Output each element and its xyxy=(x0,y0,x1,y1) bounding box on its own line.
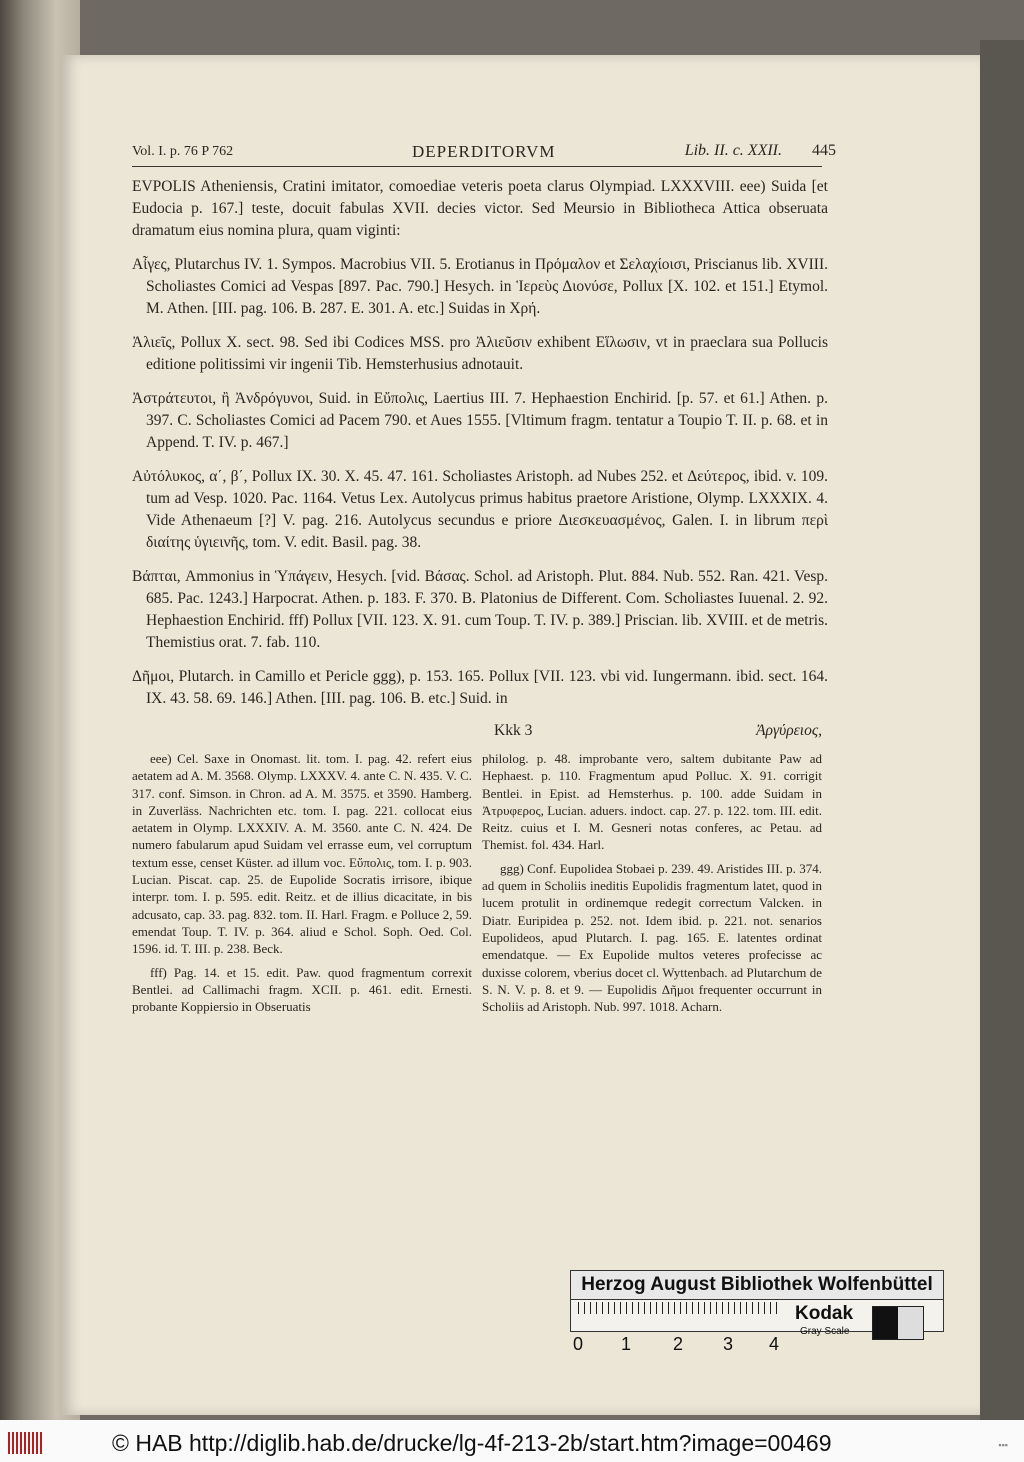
paragraph-intro: EVPOLIS Atheniensis, Cratini imitator, comoediae veteris poeta clarus Olympiad. LXXXVIII. eee) Suida [et Eudocia p. 167.] teste, docuit fabulas XVII. decies victor. Sed Meursio in Bibliotheca Attica obseruata dramatum eius nomina plura, quam viginti: xyxy=(132,178,828,239)
footnote-ggg: ggg) Conf. Eupolidea Stobaei p. 239. 49. Aristides III. p. 374. ad quem in Scholiis ineditis Eupolidis fragmentum latet, quod in lucem protulit in ordinemque redegit correctum Valcken. in Diatr. Euripidea p. 252. not. Idem ibid. p. 221. not. senarios Eupolideos, apud Plutarch. I. pag. 165. E. latentes ordinat emendatque. — Ex Eupolide multos veteres profecisse ac duxisse colorem, vberius docet cl. Wyttenbach. ad Plutarchum de S. N. V. p. 8. et 9. — Eupolidis Δῆμοι frequenter occurrunt in Scholiis ad Aristoph. Nub. 997. 1018. Acharn. xyxy=(482,860,822,1015)
ruler-digit: 1 xyxy=(621,1334,632,1354)
entry-aiges: Αἶγες, Plutarchus IV. 1. Sympos. Macrobius VII. 5. Erotianus in Πρόμαλον et Σελαχίοισι, Priscianus lib. XVIII. Scholiastes Comici ad Vespas [897. Pac. 790.] Hesych. in Ἱερεὺς Διονύσε, Pollux [X. 102. et 151.] Etymol. M. Athen. [III. pag. 106. B. 287. E. 301. A. etc.] Suidas in Χρή. xyxy=(132,256,828,317)
footnote-eee: eee) Cel. Saxe in Onomast. lit. tom. I. pag. 42. refert eius aetatem ad A. M. 3568. Olymp. LXXXV. 4. ante C. N. 435. V. C. 317. conf. Simson. in Chron. ad A. M. 3575. et 3590. Hamberg. in Zuverläss. Nachrichten etc. tom. I. pag. 221. collocat eius aetatem in Olymp. LXXXIV. A. M. 3560. ante C. N. 424. De numero fabularum apud Suidam vel errasse eum, vel corruptum textum esse, censet Küster. ad illum voc. Εὔπολις, tom. I. p. 903. Lucian. Piscat. cap. 25. de Eupolide Socratis irrisore, ibique interpr. tom. I. p. 595. edit. Reitz. et de illius dicacitate, in bis adcusato, cap. 33. pag. 832. tom. II. Harl. Fragm. e Polluce 2, 59. emendat Toup. T. IV. p. 364. aliud e Schol. Soph. Oed. Col. 1596. id. T. III. p. 238. Beck. xyxy=(132,751,472,957)
entry-demoi: Δῆμοι, Plutarch. in Camillo et Pericle ggg), p. 153. 165. Pollux [VII. 123. vbi vid. Iungermann. ibid. sect. 164. IX. 43. 58. 69. 146.] Athen. [III. pag. 106. B. etc.] Suid. in xyxy=(132,668,828,707)
ruler-digit: 2 xyxy=(673,1334,684,1354)
ruler-digit: 3 xyxy=(723,1334,734,1354)
page-number: 445 xyxy=(812,142,836,159)
gray-scale-label: Gray Scale xyxy=(800,1326,850,1337)
main-text xyxy=(132,176,828,722)
signature-mark: Kkk 3 xyxy=(494,722,533,739)
background-right xyxy=(980,40,1024,1420)
ruler-digit: 0 xyxy=(573,1334,584,1354)
entry-autolykos: Αὐτόλυκος, α΄, β΄, Pollux IX. 30. X. 45. 47. 161. Scholiastes Aristoph. ad Nubes 252. et Δεύτερος, ibid. v. 109. tum ad Vesp. 1020. Pac. 1164. Vetus Lex. Autolycus primus habitus praetore Aristione, Olymp. LXXXIX. 4. Vide Athenaeum [?] V. pag. 216. Autolycus secundus e priore Διεσκευασμένος, Galen. I. in librum περὶ διαίτης ὑγιεινῆς, tom. V. edit. Basil. pag. 38. xyxy=(132,468,828,551)
catchword: Ἀργύρειος, xyxy=(756,722,822,739)
volume-reference: Vol. I. p. 76 P 762 xyxy=(132,144,234,159)
gray-swatch xyxy=(872,1306,924,1340)
copyright-link[interactable]: © HAB http://diglib.hab.de/drucke/lg-4f-213-2b/start.htm?image=00469 xyxy=(112,1430,832,1456)
footnotes-right-column xyxy=(482,750,822,1021)
ruler-digit: 4 xyxy=(769,1334,780,1354)
footnote-fff: fff) Pag. 14. et 15. edit. Paw. quod fragmentum correxit Bentlei. ad Callimachi fragm. XCII. p. 461. edit. Ernesti. probante Koppiersio in Obseruatis xyxy=(132,964,472,1015)
header-rule xyxy=(132,166,822,167)
header-title: DEPERDITORVM xyxy=(412,142,556,161)
book-chapter: Lib. II. c. XXII. xyxy=(684,142,782,159)
catch-line xyxy=(132,722,822,744)
kodak-logo: Kodak xyxy=(795,1303,854,1324)
footnotes-left-column xyxy=(132,750,472,1021)
entry-astrateutoi: Ἀστράτευτοι, ἢ Ἀνδρόγυνοι, Suid. in Εὔπολις, Laertius III. 7. Hephaestion Enchirid. [p. 57. et 61.] Athen. p. 397. C. Scholiastes Comici ad Pacem 790. et Aues 1555. [Vltimum fragm. tentatur a Toupio T. II. p. 68. et in Append. T. IV. p. 467.] xyxy=(132,390,828,451)
barcode-icon xyxy=(8,1432,42,1454)
entry-halieis: Ἀλιεῖς, Pollux X. sect. 98. Sed ibi Codices MSS. pro Ἀλιεῦσιν exhibent Εἵλωσιν, vt in praeclara sua Pollucis editione politissimi vir ingenii Tib. Hemsterhusius adnotauit. xyxy=(132,334,828,373)
library-name: Herzog August Bibliothek Wolfenbüttel xyxy=(571,1271,943,1300)
dots-icon: ▪▪▪ xyxy=(998,1440,1008,1450)
entry-baptai: Βάπται, Ammonius in Ὑπάγειν, Hesych. [vid. Βάσας. Schol. ad Aristoph. Plut. 884. Nub. 552. Ran. 421. Vesp. 685. Pac. 1243.] Harpocrat. Athen. p. 183. F. 370. B. Platonius de Different. Com. Scholiastes Iuuenal. 2. 92. Hephaestion Enchirid. fff) Pollux [VII. 123. X. 91. cum Toup. T. IV. p. 389.] Priscian. lib. XVIII. et de metris. Themistius orat. 7. fab. 110. xyxy=(132,568,828,651)
footnote-fff-continued: philolog. p. 48. improbante vero, saltem dubitante Paw ad Hephaest. p. 110. Fragmentum apud Polluc. X. 91. corrigit Bentlei. in Epist. ad Hemsterhus. p. 100. adde Suidam in Ἀτρυφερος, Lucian. aduers. indoct. cap. 27. p. 122. tom. III. edit. Reitz. cuius et I. M. Gesneri notas conferes, ac Petau. ad Themist. fol. 434. Harl. xyxy=(482,751,822,853)
ruler-scale xyxy=(578,1302,778,1314)
running-header xyxy=(132,142,836,166)
